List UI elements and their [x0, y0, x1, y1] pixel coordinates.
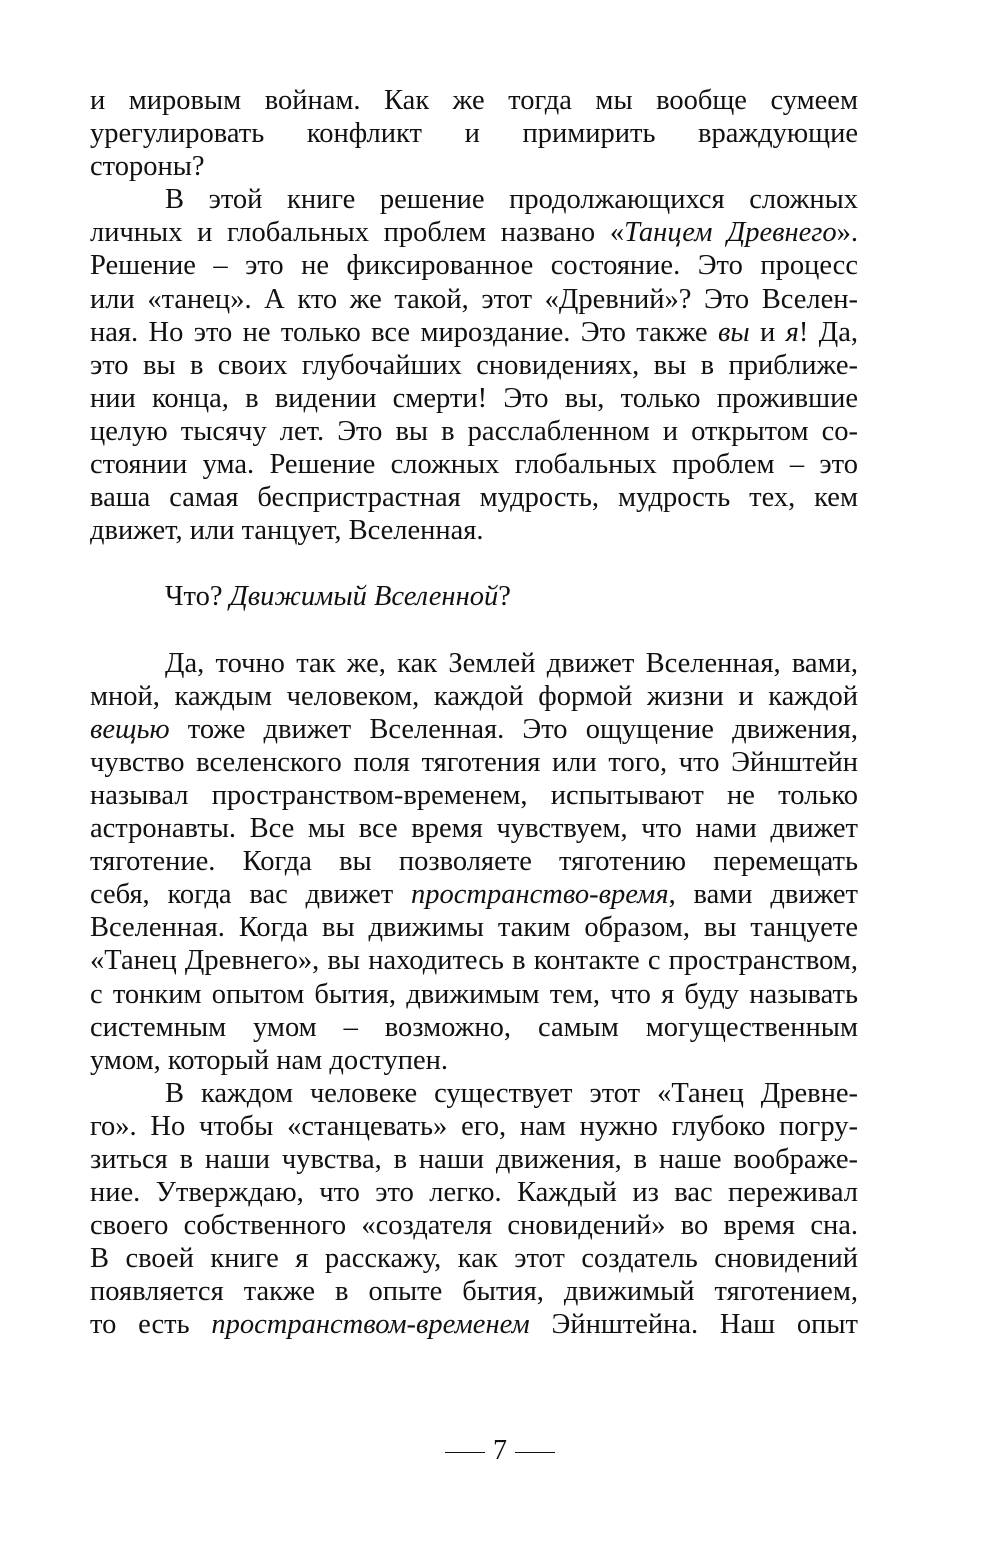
italic-span: Движимый Вселенной [229, 581, 499, 613]
italic-span: Танцем Древнего [624, 217, 837, 249]
text-span: тоже движет Вселенная. Это ощущение движения, [169, 713, 858, 745]
text-line [90, 1308, 858, 1341]
page-number-footer [0, 1434, 1000, 1468]
text-line: стоянии ума. Решение сложных глобальных проблем – это [90, 449, 858, 481]
text-span: ? [498, 581, 511, 613]
text-line: умом, который нам доступен. [90, 1044, 449, 1076]
paragraph-gap [90, 614, 858, 647]
italic-span: я [785, 316, 799, 348]
text-line [90, 316, 858, 349]
text-line: своего собственного «создателя сновидений» во время сна. [90, 1210, 858, 1242]
text-line: Решение – это не фиксированное состояние. Это процесс [90, 250, 858, 282]
page-number: 7 [493, 1435, 507, 1466]
italic-span: пространством-временем [211, 1309, 530, 1341]
text-line: целую тысячу лет. Это вы в расслабленном и открытом со- [90, 415, 858, 447]
paragraph-gap [90, 547, 858, 580]
text-line [90, 580, 858, 613]
text-span: ! Да, [798, 316, 858, 348]
text-line: системным умом – возможно, самым могущественным [90, 1011, 858, 1043]
text-line: ваша самая беспристрастная мудрость, мудрость тех, кем [90, 482, 858, 514]
folio-rule-right [515, 1452, 555, 1453]
text-line: тяготение. Когда вы позволяете тяготению перемещать [90, 846, 858, 878]
folio-rule-left [445, 1452, 485, 1453]
text-line: нии конца, в видении смерти! Это вы, только прожившие [90, 382, 858, 414]
text-line [90, 713, 858, 746]
text-line: или «танец». А кто же такой, этот «Древний»? Это Вселен- [90, 283, 858, 315]
text-line: В каждом человеке существует этот «Танец Древне- [165, 1077, 858, 1109]
text-line: называл пространством-временем, испытывают не только [90, 779, 858, 811]
italic-span: вещью [90, 713, 170, 745]
text-line: астронавты. Все мы все время чувствуем, что нами движет [90, 813, 858, 845]
text-span: ная. Но это не только все мироздание. Это также [90, 316, 718, 348]
text-line: стороны? [90, 151, 205, 183]
italic-span: пространство-время [411, 879, 669, 911]
text-line: с тонким опытом бытия, движимым тем, что я буду называть [90, 978, 858, 1010]
text-span: личных и глобальных проблем названо « [90, 217, 625, 249]
text-line: движет, или танцует, Вселенная. [90, 515, 484, 547]
text-line: Вселенная. Когда вы движимы таким образом, вы танцуете [90, 912, 858, 944]
text-line: ние. Утверждаю, что это легко. Каждый из вас переживал [90, 1177, 858, 1209]
text-line: чувство вселенского поля тяготения или того, что Эйнштейн [90, 746, 858, 778]
text-line: «Танец Древнего», вы находитесь в контакте с пространством, [90, 945, 858, 977]
text-line: зиться в наши чувства, в наши движения, в наше воображе- [90, 1144, 858, 1175]
text-line: го». Но чтобы «станцевать» его, нам нужно глубоко погру- [90, 1110, 858, 1142]
text-line [90, 878, 858, 911]
text-span: , вами движет [668, 879, 858, 911]
text-span: Эйнштейна. Наш опыт [529, 1309, 858, 1341]
text-line: В этой книге решение продолжающихся сложных [165, 184, 858, 216]
text-line: Да, точно так же, как Землей движет Вселенная, вами, [165, 647, 858, 679]
text-span: себя, когда вас движет [90, 879, 411, 911]
text-line: и мировым войнам. Как же тогда мы вообще сумеем [90, 85, 858, 116]
text-span: и [749, 316, 786, 348]
text-span: то есть [90, 1309, 212, 1341]
book-page-text [90, 84, 858, 1342]
text-line: В своей книге я расскажу, как этот создатель сновидений [90, 1243, 858, 1275]
italic-span: вы [717, 316, 750, 348]
text-span: ». [836, 217, 859, 249]
text-span: Что? [165, 581, 230, 613]
text-line [90, 216, 858, 249]
text-line: это вы в своих глубочайших сновидениях, вы в приближе- [90, 349, 858, 381]
text-line: урегулировать конфликт и примирить враждующие [90, 118, 858, 150]
text-line: мной, каждым человеком, каждой формой жизни и каждой [90, 680, 858, 712]
text-line: появляется также в опыте бытия, движимый тяготением, [90, 1276, 858, 1308]
